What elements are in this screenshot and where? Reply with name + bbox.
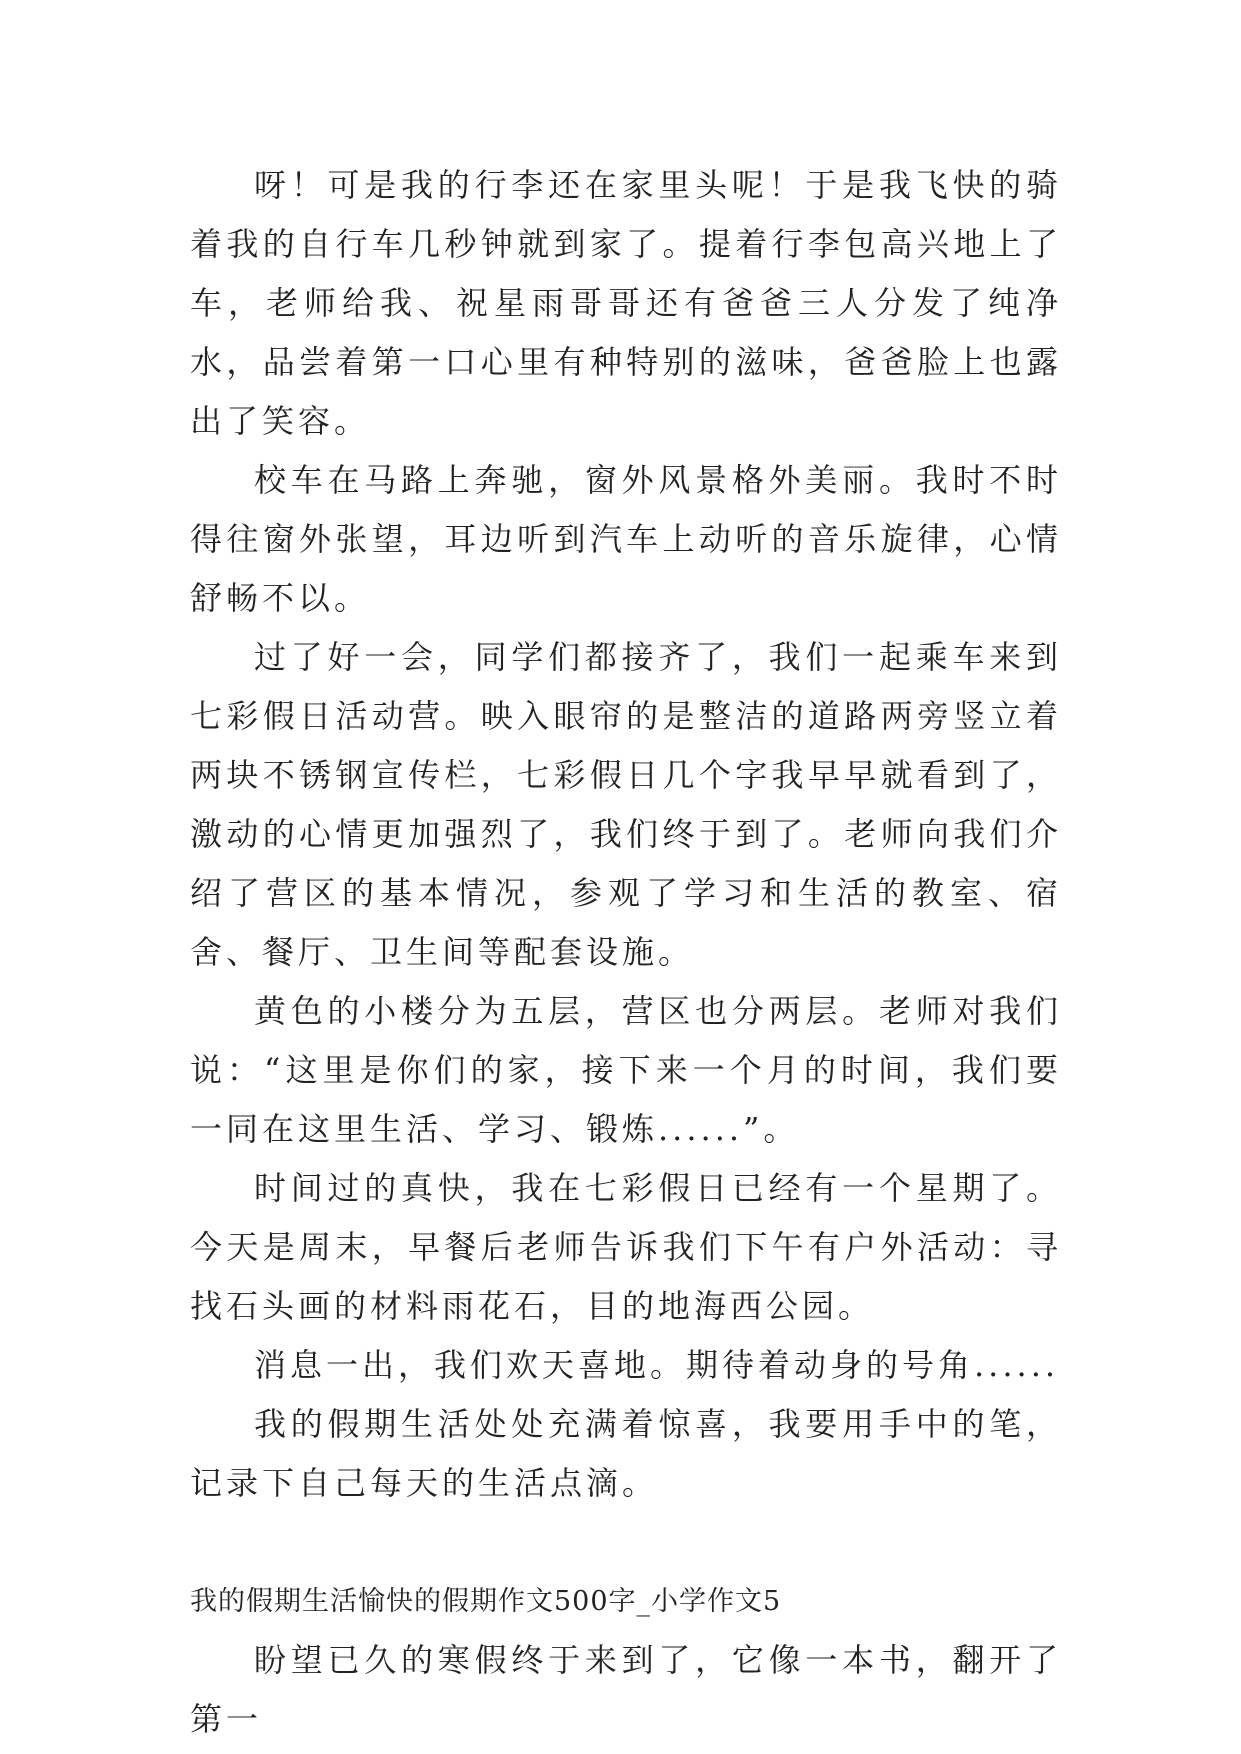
paragraph-luggage: 呀！可是我的行李还在家里头呢！于是我飞快的骑着我的自行车几秒钟就到家了。提着行李包高兴地上了车，老师给我、祝星雨哥哥还有爸爸三人分发了纯净水，品尝着第一口心里有种特别的滋味，爸爸脸上也露出了笑容。	[190, 166, 1062, 440]
section-title: 我的假期生活愉快的假期作文500字_小学作文5	[190, 1586, 782, 1617]
document-body	[190, 156, 1062, 1749]
paragraph-yellow-building: 黄色的小楼分为五层，营区也分两层。老师对我们说：“这里是你们的家，接下来一个月的时间，我们要一同在这里生活、学习、锻炼......”。	[190, 992, 1062, 1148]
paragraph-arrival: 过了好一会，同学们都接齐了，我们一起乘车来到七彩假日活动营。映入眼帘的是整洁的道路两旁竖立着两块不锈钢宣传栏，七彩假日几个字我早早就看到了，激动的心情更加强烈了，我们终于到了。老师向我们介绍了营区的基本情况，参观了学习和生活的教室、宿舍、餐厅、卫生间等配套设施。	[190, 638, 1062, 971]
paragraph-weekend: 时间过的真快，我在七彩假日已经有一个星期了。今天是周末，早餐后老师告诉我们下午有户外活动：寻找石头画的材料雨花石，目的地海西公园。	[190, 1169, 1062, 1325]
paragraph-conclusion: 我的假期生活处处充满着惊喜，我要用手中的笔，记录下自己每天的生活点滴。	[190, 1405, 1062, 1502]
paragraph-school-bus: 校车在马路上奔驰，窗外风景格外美丽。我时不时得往窗外张望，耳边听到汽车上动听的音乐旋律，心情舒畅不以。	[190, 461, 1062, 617]
paragraph-winter-break: 盼望已久的寒假终于来到了，它像一本书，翻开了第一	[190, 1641, 1062, 1738]
paragraph-news: 消息一出，我们欢天喜地。期待着动身的号角......	[254, 1346, 1060, 1384]
